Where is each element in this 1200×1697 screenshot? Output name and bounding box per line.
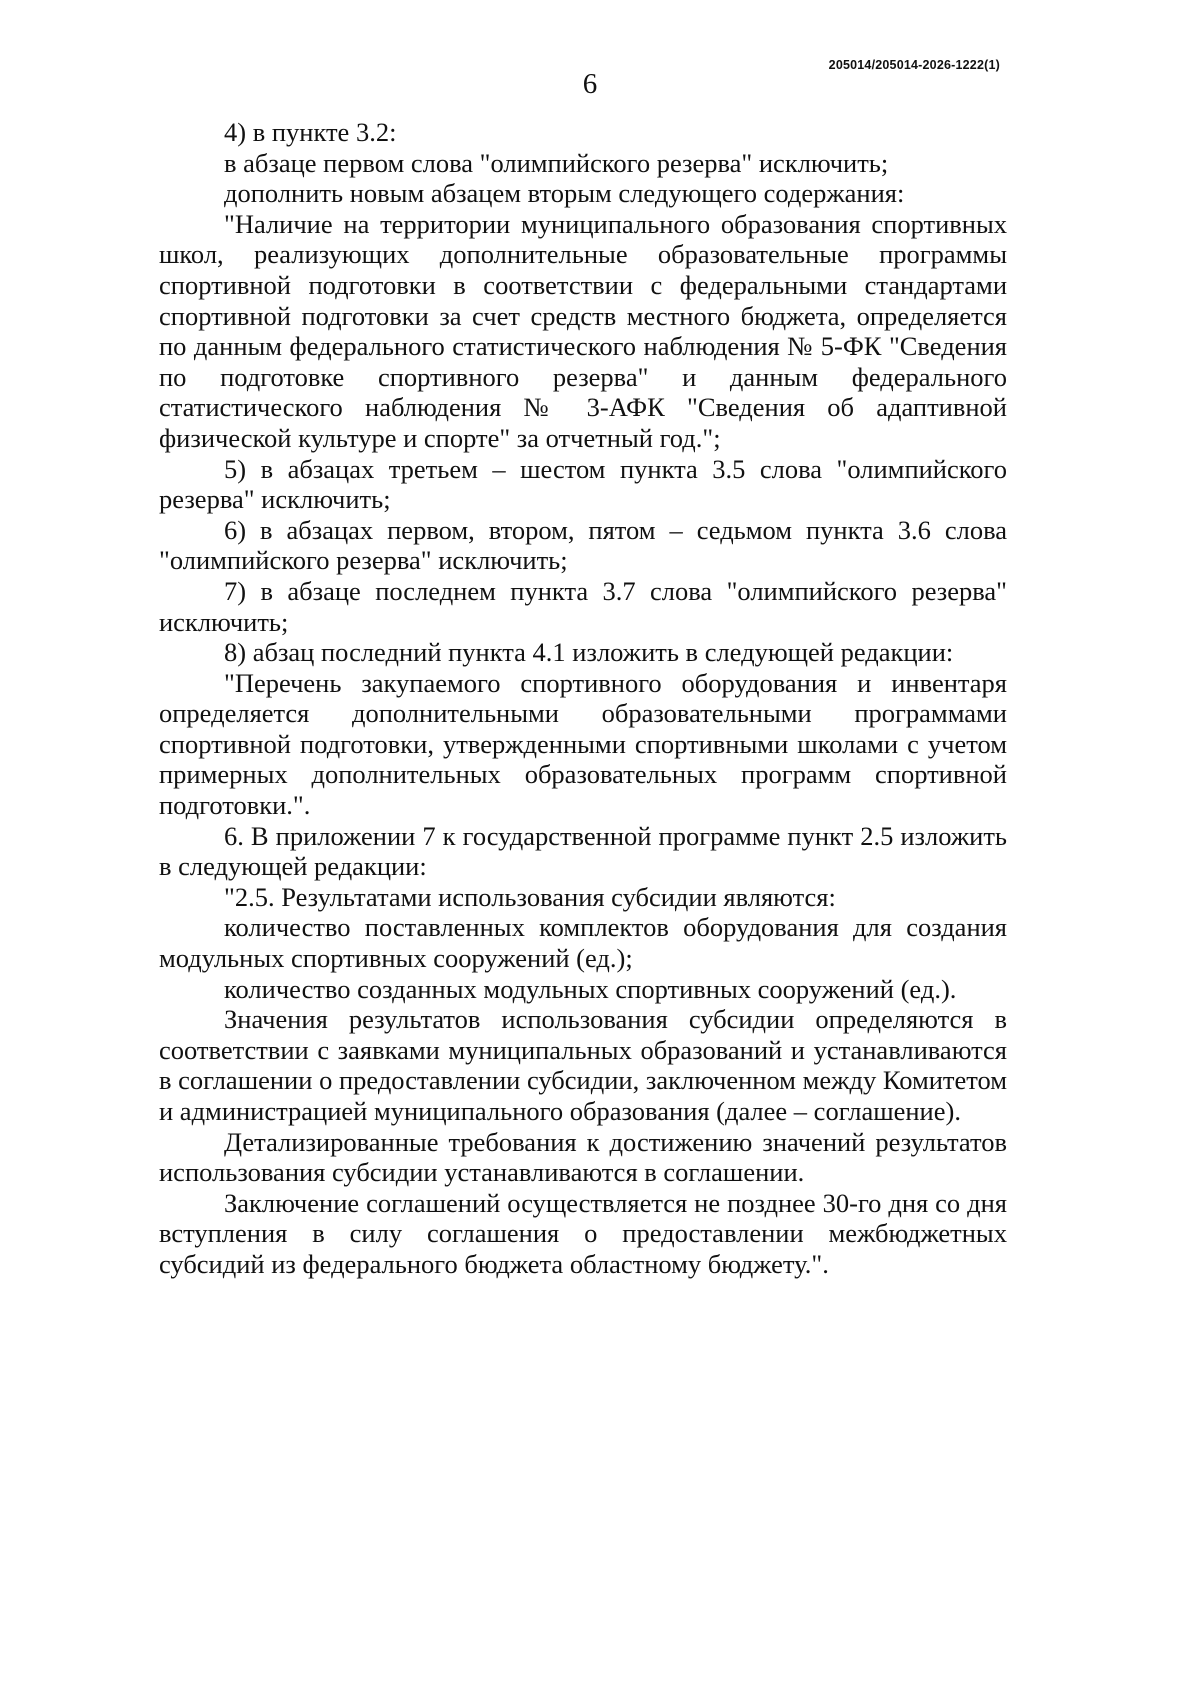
- paragraph: 8) абзац последний пункта 4.1 изложить в следующей редакции:: [224, 637, 954, 668]
- document-body: [159, 117, 1007, 1280]
- page-number: 6: [582, 68, 598, 100]
- paragraph: 4) в пункте 3.2:: [224, 117, 397, 147]
- paragraph: Детализированные требования к достижению значений результатов использования субсидии устанавливаются в соглашении.: [159, 1126, 1007, 1188]
- paragraph: Значения результатов использования субсидии определяются в соответствии с заявками муниципальных образований и устанавливаются в соглашении о предоставлении субсидии, заключенном между Комитетом и администрацией муниципального образования (далее – соглашение).: [159, 1004, 1007, 1126]
- paragraph: "2.5. Результатами использования субсидии являются:: [224, 881, 836, 912]
- paragraph: 7) в абзаце последнем пункта 3.7 слова "олимпийского резерва" исключить;: [159, 575, 1007, 637]
- paragraph: 6. В приложении 7 к государственной программе пункт 2.5 изложить в следующей редакции:: [159, 820, 1007, 882]
- paragraph: количество поставленных комплектов оборудования для создания модульных спортивных сооружений (ед.);: [159, 912, 1007, 974]
- paragraph: в абзаце первом слова "олимпийского резерва" исключить;: [224, 147, 889, 178]
- paragraph: 6) в абзацах первом, втором, пятом – седьмом пункта 3.6 слова "олимпийского резерва" исключить;: [159, 514, 1007, 576]
- paragraph: "Перечень закупаемого спортивного оборудования и инвентаря определяется дополнительными образовательными программами спортивной подготовки, утвержденными спортивными школами с учетом примерных дополнительных образовательных программ спортивной подготовки.".: [159, 667, 1007, 821]
- document-registration-number: 205014/205014-2026-1222(1): [828, 58, 1000, 72]
- paragraph: "Наличие на территории муниципального образования спортивных школ, реализующих дополнительные образовательные программы спортивной подготовки в соответствии с федеральными стандартами спортивной подготовки за счет средств местного бюджета, определяется по данным федерального статистического наблюдения № 5-ФК "Сведения по подготовке спортивного резерва" и данным федерального статистического наблюдения № 3-АФК "Сведения об адаптивной физической культуре и спорте" за отчетный год.";: [159, 208, 1007, 453]
- paragraph: дополнить новым абзацем вторым следующего содержания:: [224, 178, 905, 209]
- paragraph: 5) в абзацах третьем – шестом пункта 3.5 слова "олимпийского резерва" исключить;: [159, 453, 1007, 515]
- paragraph: количество созданных модульных спортивных сооружений (ед.).: [224, 973, 957, 1004]
- paragraph: Заключение соглашений осуществляется не позднее 30-го дня со дня вступления в силу соглашения о предоставлении межбюджетных субсидий из федерального бюджета областному бюджету.".: [159, 1187, 1007, 1279]
